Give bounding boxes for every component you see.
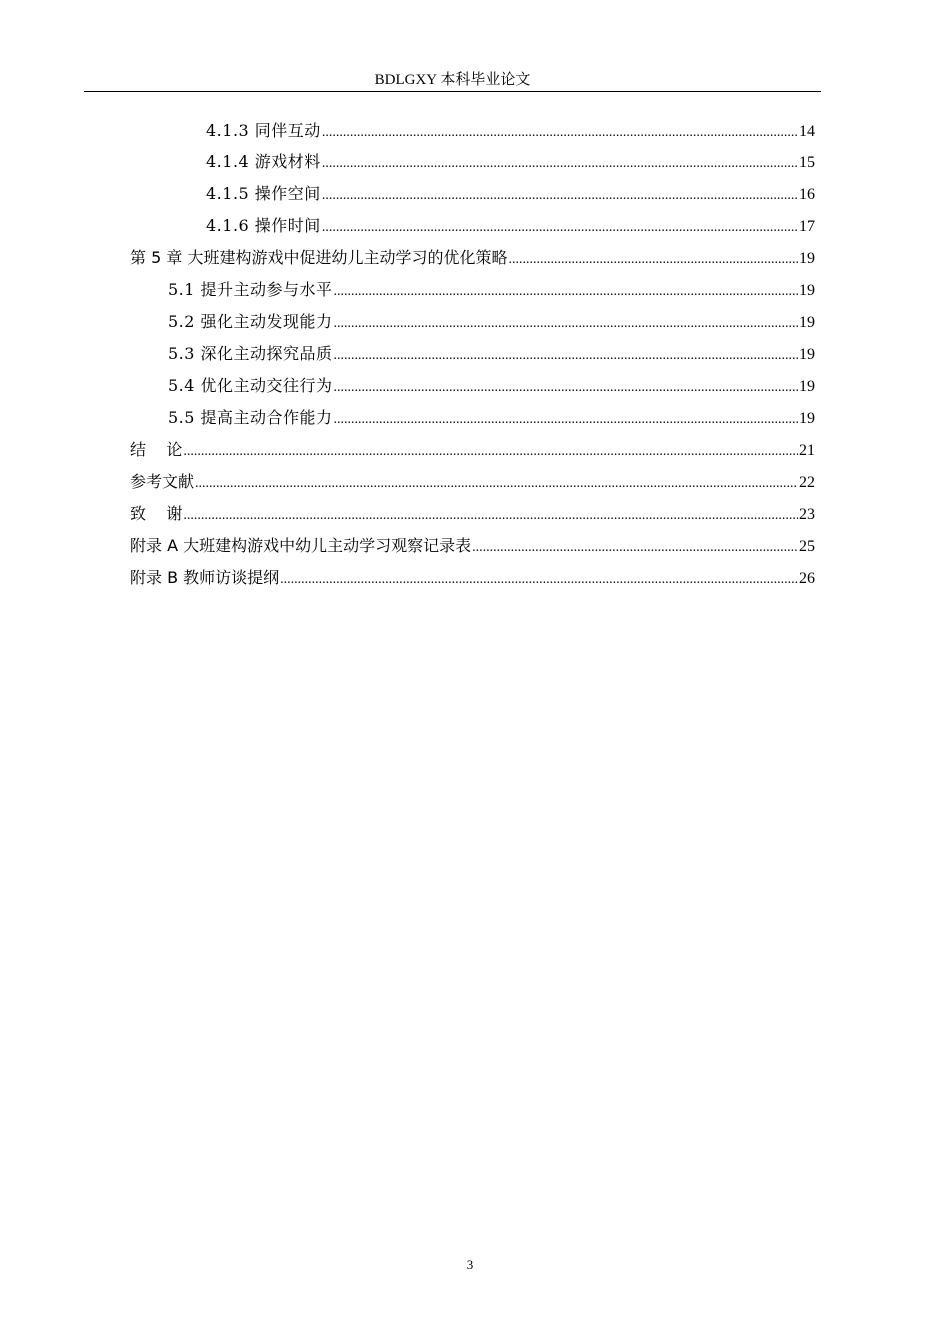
- toc-entry-label: 5.5 提高主动合作能力: [168, 408, 333, 427]
- toc-dot-leader: [183, 436, 798, 468]
- page-header: BDLGXY 本科毕业论文: [374, 72, 531, 88]
- toc-entry-label: 5.4 优化主动交往行为: [168, 376, 333, 395]
- toc-entry-acknowledgements[interactable]: [130, 498, 815, 530]
- toc-entry-4-1-5[interactable]: [206, 178, 815, 210]
- toc-entry-page: 22: [799, 474, 815, 491]
- toc-dot-leader: [334, 372, 798, 404]
- toc-dot-leader: [334, 340, 798, 372]
- toc-entry-page: 19: [799, 378, 815, 395]
- toc-entry-page: 19: [799, 282, 815, 299]
- toc-dot-leader: [508, 244, 798, 276]
- toc-entry-page: 21: [799, 442, 815, 459]
- toc-entry-4-1-4[interactable]: [206, 146, 815, 178]
- toc-entry-page: 26: [799, 570, 815, 587]
- toc-dot-leader: [322, 117, 798, 149]
- toc-dot-leader: [322, 212, 798, 244]
- toc-entry-page: 19: [799, 250, 815, 267]
- header-rule: [84, 91, 821, 92]
- toc-entry-references[interactable]: [130, 466, 815, 498]
- toc-entry-label: 4.1.3 同伴互动: [206, 121, 321, 140]
- toc-entry-page: 25: [799, 538, 815, 555]
- toc-dot-leader: [183, 500, 798, 532]
- toc-entry-label: 附录 B 教师访谈提纲: [130, 568, 280, 587]
- toc-dot-leader: [322, 148, 798, 180]
- toc-dot-leader: [195, 468, 798, 500]
- toc-entry-page: 15: [799, 154, 815, 171]
- toc-entry-page: 19: [799, 410, 815, 427]
- toc-entry-appendix-a[interactable]: [130, 530, 815, 562]
- toc-dot-leader: [472, 532, 798, 564]
- toc-entry-label: 致 谢: [130, 504, 183, 523]
- toc-entry-label: 附录 A 大班建构游戏中幼儿主动学习观察记录表: [130, 536, 472, 555]
- toc-entry-5-1[interactable]: [168, 274, 815, 306]
- toc-dot-leader: [334, 308, 798, 340]
- toc-entry-label: 第 5 章 大班建构游戏中促进幼儿主动学习的优化策略: [130, 248, 508, 267]
- toc-entry-label: 4.1.6 操作时间: [206, 216, 321, 235]
- toc-entry-4-1-6[interactable]: [206, 210, 815, 242]
- toc-dot-leader: [334, 404, 798, 436]
- toc-entry-label: 结 论: [130, 440, 183, 459]
- page-number: 3: [466, 1257, 474, 1272]
- toc-entry-page: 23: [799, 506, 815, 523]
- toc-entry-label: 5.2 强化主动发现能力: [168, 312, 333, 331]
- toc-entry-page: 19: [799, 346, 815, 363]
- toc-entry-appendix-b[interactable]: [130, 562, 815, 594]
- toc-entry-page: 17: [799, 218, 815, 235]
- toc-entry-label: 参考文献: [130, 472, 195, 491]
- toc-entry-4-1-3[interactable]: [206, 115, 815, 147]
- toc-entry-5-4[interactable]: [168, 370, 815, 402]
- toc-entry-label: 5.1 提升主动参与水平: [168, 280, 333, 299]
- toc-entry-page: 19: [799, 314, 815, 331]
- toc-entry-5-3[interactable]: [168, 338, 815, 370]
- toc-dot-leader: [322, 180, 798, 212]
- toc-entry-conclusion[interactable]: [130, 434, 815, 466]
- toc-entry-chapter-5[interactable]: [130, 242, 815, 274]
- toc-entry-5-5[interactable]: [168, 402, 815, 434]
- toc-entry-label: 5.3 深化主动探究品质: [168, 344, 333, 363]
- toc-entry-label: 4.1.4 游戏材料: [206, 152, 321, 171]
- toc-entry-page: 16: [799, 186, 815, 203]
- toc-entry-label: 4.1.5 操作空间: [206, 184, 321, 203]
- toc-dot-leader: [334, 276, 798, 308]
- toc-entry-page: 14: [799, 123, 815, 140]
- toc-entry-5-2[interactable]: [168, 306, 815, 338]
- toc-dot-leader: [280, 564, 798, 596]
